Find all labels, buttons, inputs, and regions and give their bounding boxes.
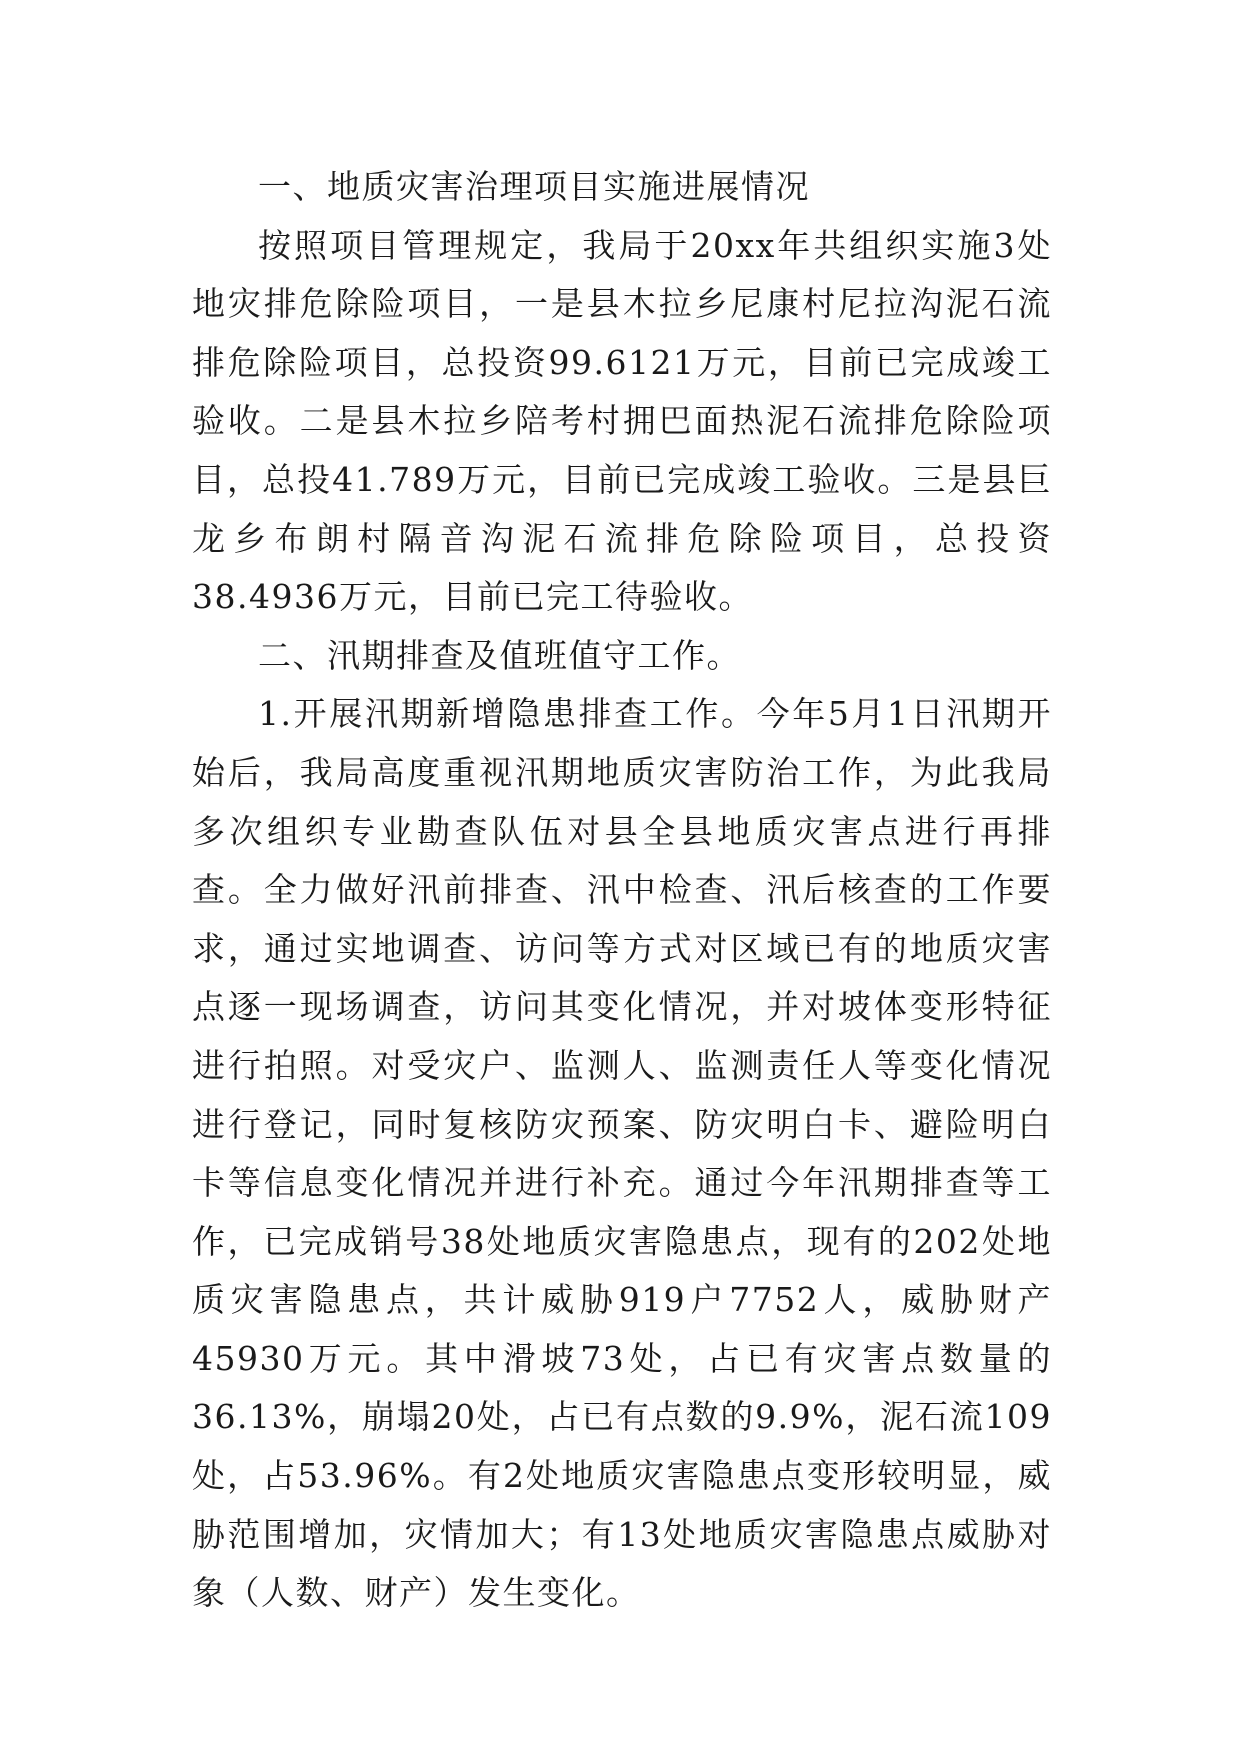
paragraph-flood-inspection: 1.开展汛期新增隐患排查工作。今年5月1日汛期开始后，我局高度重视汛期地质灾害防治工作，为此我局多次组织专业勘查队伍对县全县地质灾害点进行再排查。全力做好汛前排查、汛中检查、汛后核查的工作要求，通过实地调查、访问等方式对区域已有的地质灾害点逐一现场调查，访问其变化情况，并对坡体变形特征进行拍照。对受灾户、监测人、监测责任人等变化情况进行登记，同时复核防灾预案、防灾明白卡、避险明白卡等信息变化情况并进行补充。通过今年汛期排查等工作，已完成销号38处地质灾害隐患点，现有的202处地质灾害隐患点，共计威胁919户7752人，威胁财产45930万元。其中滑坡73处，占已有灾害点数量的36.13%，崩塌20处，占已有点数的9.9%，泥石流109处，占53.96%。有2处地质灾害隐患点变形较明显，威胁范围增加，灾情加大；有13处地质灾害隐患点威胁对象（人数、财产）发生变化。: [192, 694, 1052, 1613]
document-body: [192, 158, 1052, 1623]
section-heading-2: 二、汛期排查及值班值守工作。: [258, 635, 741, 675]
section-heading-1: 一、地质灾害治理项目实施进展情况: [258, 167, 810, 206]
paragraph-project-progress: 按照项目管理规定，我局于20xx年共组织实施3处地灾排危除险项目，一是县木拉乡尼康村尼拉沟泥石流排危除险项目，总投资99.6121万元，目前已完成竣工验收。二是县木拉乡陪考村拥巴面热泥石流排危除险项目，总投41.789万元，目前已完成竣工验收。三是县巨龙乡布朗村隔音沟泥石流排危除险项目，总投资38.4936万元，目前已完工待验收。: [192, 225, 1052, 617]
